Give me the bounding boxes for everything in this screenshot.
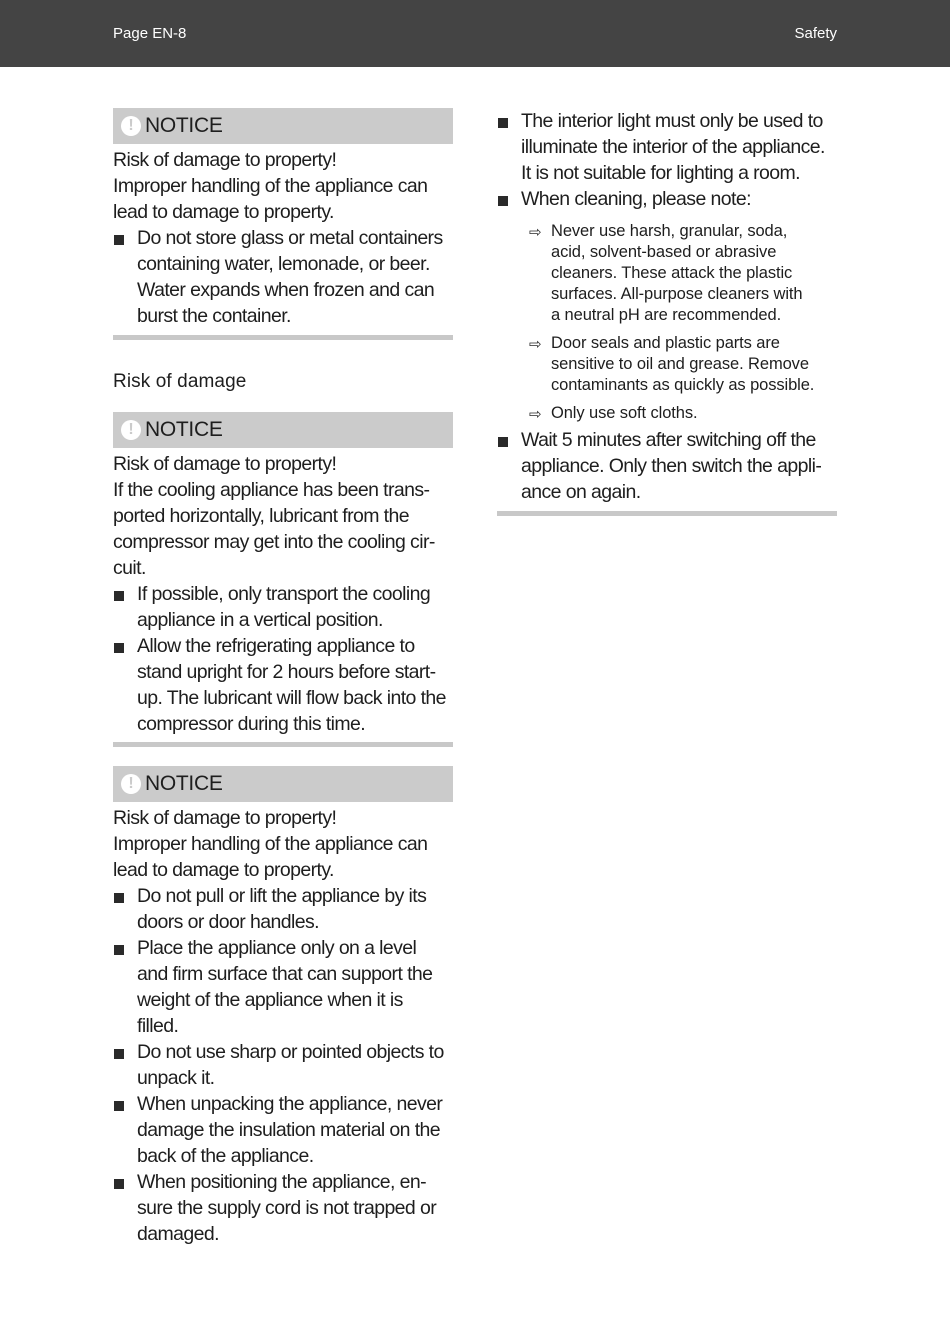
notice-bar	[113, 108, 453, 144]
page-number: Page EN-8	[113, 25, 187, 42]
list-item: Do not store glass or metal containers containing water, lemonade, or beer. Water expands when frozen and can burst the container.	[113, 225, 453, 329]
notice-label: NOTICE	[145, 772, 223, 795]
list-item: Allow the refrigerating appliance to stand upright for 2 hours before start- up. The lubricant will flow back into the compressor during this time.	[113, 633, 453, 737]
text-line: lead to damage to property.	[113, 201, 334, 223]
page-header	[0, 0, 950, 67]
left-column	[113, 108, 453, 1247]
list-item: When positioning the appliance, en- sure the supply cord is not trapped or damaged.	[113, 1169, 453, 1247]
notice-text: Risk of damage to property! Improper handling of the appliance can lead to damage to property. Do not pull or lift the appliance by its doors or door handles. Place the appliance only on a level and firm surface that can support the weight of the appliance when it is filled. Do not use sharp or pointed objects to unpack it. When unpacking the appliance, never damage the insulation material on the back of the appliance. When positioning the appliance, en- sure the supply cord is not trapped or damaged.	[113, 805, 453, 1247]
text-line: Improper handling of the appliance can	[113, 175, 428, 197]
bullet-square-icon	[114, 945, 124, 955]
notice-bar	[113, 766, 453, 802]
bullet-square-icon	[114, 643, 124, 653]
list-item: Do not use sharp or pointed objects to unpack it.	[113, 1039, 453, 1091]
bullet-square-icon	[498, 437, 508, 447]
notice-label: NOTICE	[145, 418, 223, 441]
arrow-right-icon: ⇨	[529, 224, 542, 241]
notice-label: NOTICE	[145, 114, 223, 137]
right-column-text	[497, 427, 837, 505]
section-heading: Risk of damage	[113, 371, 247, 392]
arrow-right-icon: ⇨	[529, 336, 542, 353]
notice-text: Risk of damage to property! If the cooling appliance has been trans- ported horizontally, lubricant from the compressor may get into the cooling cir- cuit. If possible, only transport the cooling appliance in a vertical position. Allow the refrigerating appliance to stand upright for 2 hours before start- up. The lubricant will flow back into the compressor during this time.	[113, 451, 453, 737]
exclamation-icon: !	[121, 116, 141, 136]
list-item: When cleaning, please note:	[497, 186, 837, 212]
bullet-square-icon	[114, 1179, 124, 1189]
bullet-square-icon	[114, 1101, 124, 1111]
list-item: Do not pull or lift the appliance by its doors or door handles.	[113, 883, 453, 935]
exclamation-icon: !	[121, 774, 141, 794]
right-column	[497, 108, 837, 516]
arrow-right-icon: ⇨	[529, 406, 542, 423]
right-column-text	[497, 108, 837, 212]
bullet-square-icon	[114, 893, 124, 903]
text-line: Risk of damage to property!	[113, 149, 337, 171]
notice-text	[113, 147, 453, 329]
section-title: Safety	[794, 25, 837, 42]
sub-list-item: ⇨ Door seals and plastic parts are sensitive to oil and grease. Remove contaminants as quickly as possible.	[529, 334, 815, 394]
list-item: Place the appliance only on a level and firm surface that can support the weight of the appliance when it is filled.	[113, 935, 453, 1039]
list-item: When unpacking the appliance, never damage the insulation material on the back of the appliance.	[113, 1091, 453, 1169]
sub-list	[497, 221, 837, 424]
sub-list-item: ⇨ Only use soft cloths.	[529, 404, 698, 423]
list-item: If possible, only transport the cooling appliance in a vertical position.	[113, 581, 453, 633]
list-item: Wait 5 minutes after switching off the appliance. Only then switch the appli- ance on again.	[497, 427, 837, 505]
bullet-square-icon	[114, 235, 124, 245]
divider	[113, 335, 453, 340]
bullet-square-icon	[498, 196, 508, 206]
list-item: The interior light must only be used to illuminate the interior of the appliance. It is not suitable for lighting a room.	[497, 108, 837, 186]
notice-bar	[113, 412, 453, 448]
divider	[497, 511, 837, 516]
bullet-square-icon	[114, 591, 124, 601]
sub-list-item: ⇨ Never use harsh, granular, soda, acid, solvent-based or abrasive cleaners. These attack the plastic surfaces. All-purpose cleaners with a neutral pH are recommended.	[529, 222, 803, 324]
divider	[113, 742, 453, 747]
bullet-square-icon	[114, 1049, 124, 1059]
exclamation-icon: !	[121, 420, 141, 440]
bullet-square-icon	[498, 118, 508, 128]
